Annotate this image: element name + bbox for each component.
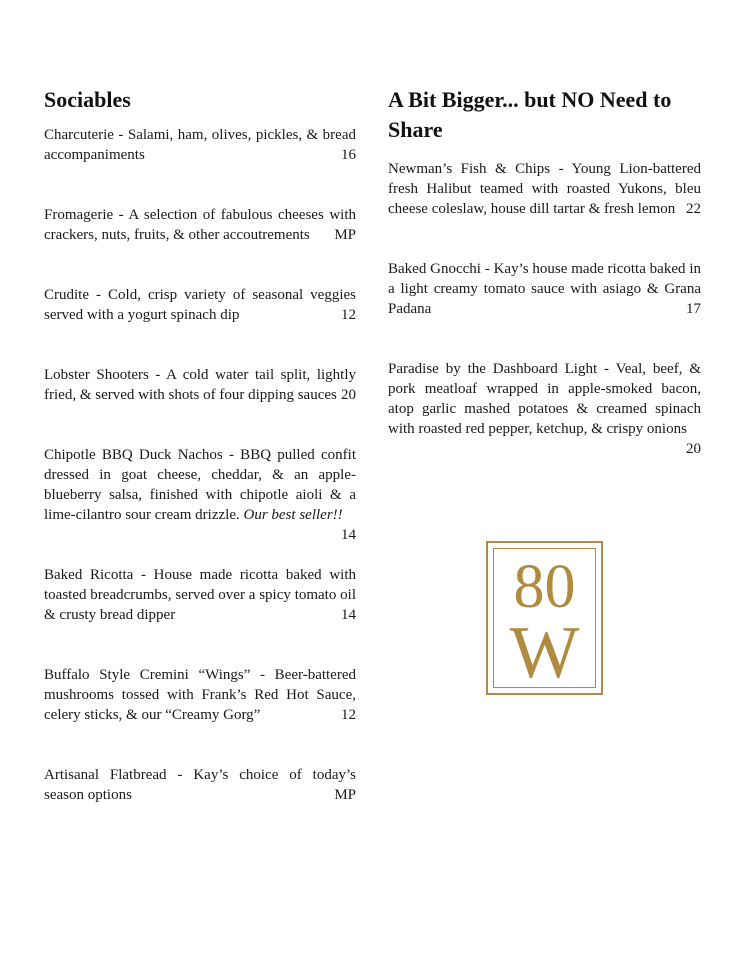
item-price: 17 [686, 301, 701, 317]
section-title-sociables: Sociables [44, 87, 131, 112]
item-price: 20 [686, 441, 701, 457]
menu-item-duck-nachos [44, 445, 356, 543]
item-description: Chipotle BBQ Duck Nachos - BBQ pulled confit dressed in goat cheese, cheddar, & an apple-blueberry salsa, finished with chipotle aioli & a lime-cilantro sour cream drizzle. [44, 447, 356, 523]
item-price: 20 [341, 387, 356, 403]
menu-item-lobster-shooters [44, 365, 356, 405]
menu-item-flatbread [44, 765, 356, 805]
item-description: Artisanal Flatbread - Kay’s choice of today’s season options [44, 767, 356, 803]
item-description: Crudite - Cold, crisp variety of seasonal veggies served with a yogurt spinach dip [44, 287, 356, 323]
restaurant-logo [486, 541, 603, 695]
item-description: Charcuterie - Salami, ham, olives, pickles, & bread accompaniments [44, 127, 356, 163]
bigger-section [388, 85, 701, 459]
item-price: 22 [686, 201, 701, 217]
item-description: Fromagerie - A selection of fabulous cheeses with crackers, nuts, fruits, & other accoutrements [44, 207, 356, 243]
menu-item-fromagerie [44, 205, 356, 245]
menu-item-crudite [44, 285, 356, 325]
item-note: Our best seller!! [243, 507, 343, 523]
item-description: Baked Ricotta - House made ricotta baked with toasted breadcrumbs, served over a spicy tomato oil & crusty bread dipper [44, 567, 356, 623]
item-description: Lobster Shooters - A cold water tail split, lightly fried, & served with shots of four dipping sauces [44, 367, 356, 403]
menu-item-fish-and-chips [388, 159, 701, 219]
item-price: MP [334, 227, 356, 243]
menu-item-baked-gnocchi [388, 259, 701, 319]
item-price: 12 [341, 707, 356, 723]
item-description: Newman’s Fish & Chips - Young Lion-battered fresh Halibut teamed with roasted Yukons, bleu cheese coleslaw, house dill tartar & fresh lemon [388, 161, 701, 217]
item-price: MP [334, 787, 356, 803]
menu-item-cremini-wings [44, 665, 356, 725]
logo-text-w: W [509, 612, 580, 693]
sociables-section [44, 85, 356, 805]
item-price: 12 [341, 307, 356, 323]
logo-mark [488, 543, 601, 693]
section-title-bigger: A Bit Bigger... but NO Need to Share [388, 87, 672, 142]
item-price: 14 [341, 607, 356, 623]
item-description: Buffalo Style Cremini “Wings” - Beer-battered mushrooms tossed with Frank’s Red Hot Sauce, celery sticks, & our “Creamy Gorg” [44, 667, 356, 723]
menu-item-baked-ricotta [44, 565, 356, 625]
item-description: Baked Gnocchi - Kay’s house made ricotta baked in a light creamy tomato sauce with asiago & Grana Padana [388, 261, 701, 317]
item-price: 14 [341, 527, 356, 543]
menu-item-charcuterie [44, 125, 356, 165]
menu-item-meatloaf [388, 359, 701, 457]
item-description: Paradise by the Dashboard Light - Veal, beef, & pork meatloaf wrapped in apple-smoked bacon, atop garlic mashed potatoes & creamed spinach with roasted red pepper, ketchup, & crispy onions [388, 361, 701, 437]
item-price: 16 [341, 147, 356, 163]
logo-text-80: 80 [513, 553, 576, 621]
